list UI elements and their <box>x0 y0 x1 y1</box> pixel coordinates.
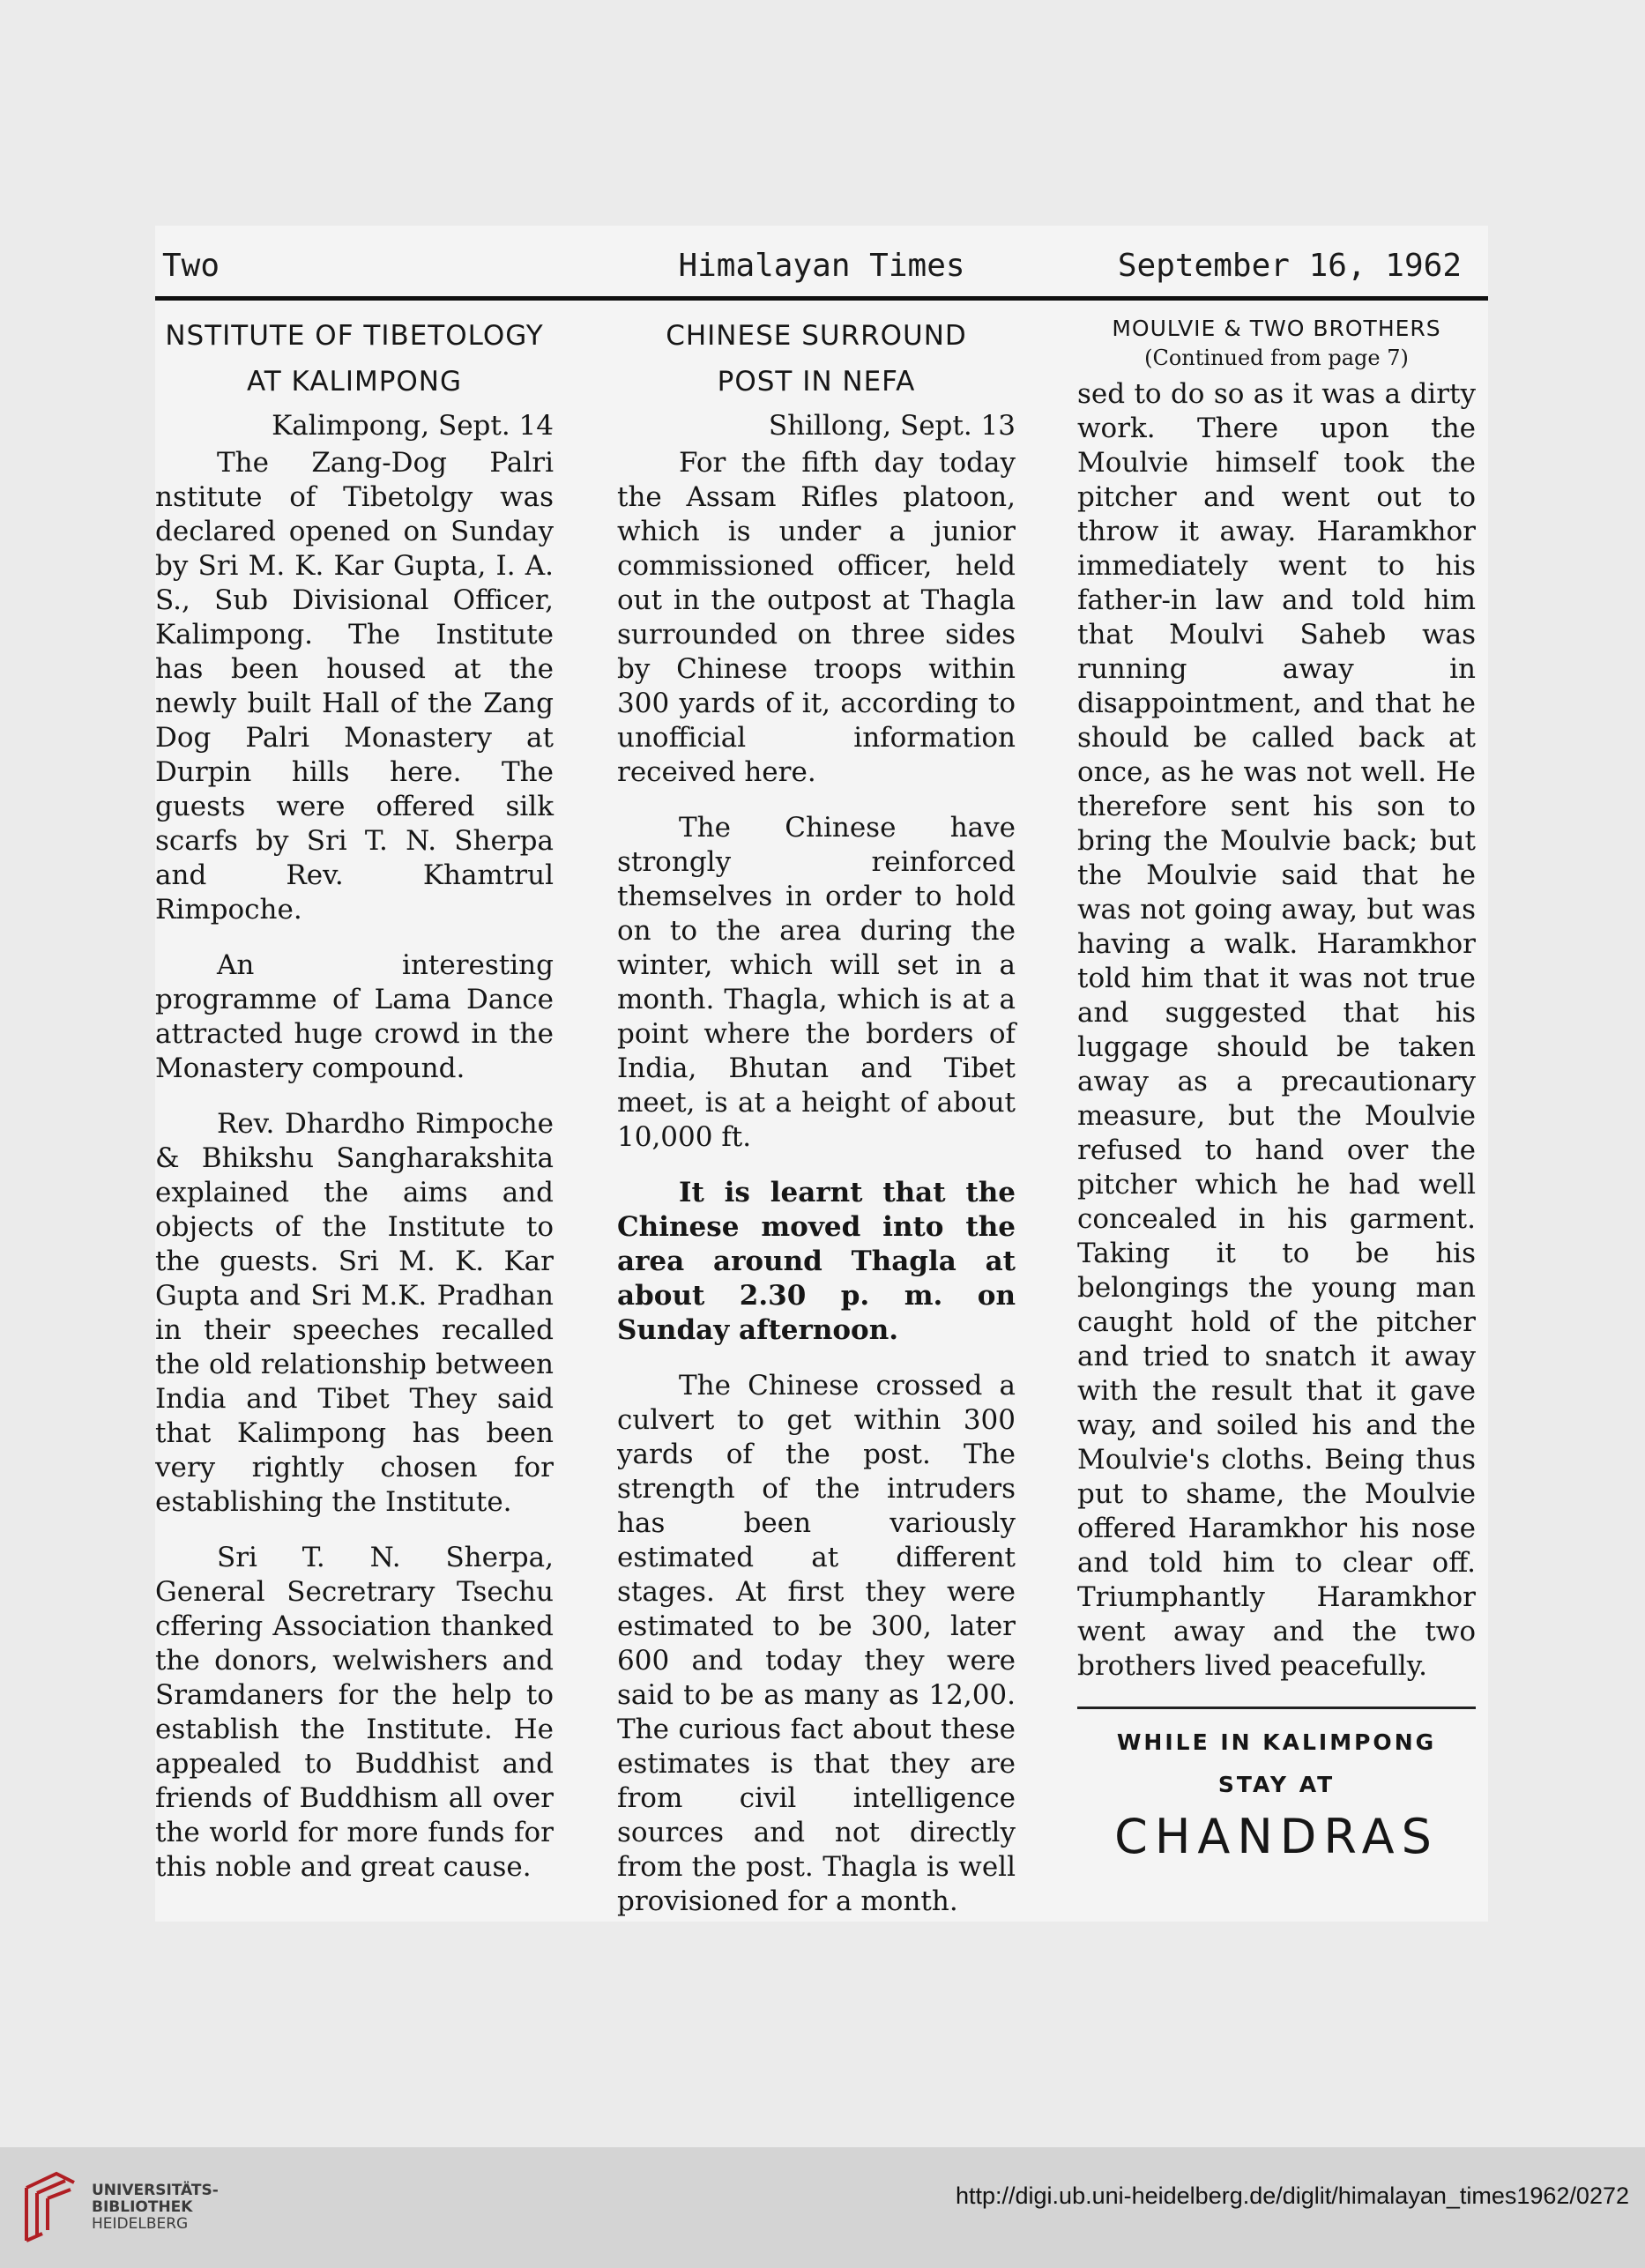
article-paragraph: For the fifth day today the Assam Rifles platoon, which is under a junior commissioned officer, held out in the outpost at Thagla surrounded on three sides by Chinese troops within 300 yards of it, according to unofficial information received here. <box>617 447 1016 788</box>
article-headline: NSTITUTE OF TIBETOLOGY <box>165 320 544 352</box>
logo-line: UNIVERSITÄTS- <box>92 2182 219 2199</box>
source-url-link[interactable]: http://digi.ub.uni-heidelberg.de/diglit/himalayan_times1962/0272 <box>955 2182 1629 2209</box>
library-logo-text <box>92 2182 268 2233</box>
continued-note: (Continued from page 7) <box>1144 346 1409 370</box>
article-dateline: Shillong, Sept. 13 <box>768 410 1016 442</box>
article-paragraph: The Zang-Dog Palri nstitute of Tibetolgy was declared opened on Sunday by Sri M. K. Kar Gupta, I. A. S., Sub Divisional Officer, Kalimpong. The Institute has been housed at the newly built Hall of the Zang Dog Palri Monastery at Durpin hills here. The guests were offered silk scarfs by Sri T. N. Sherpa and Rev. Khamtrul Rimpoche. <box>155 447 554 926</box>
article-paragraph: An interesting programme of Lama Dance attracted huge crowd in the Monastery compound. <box>155 949 554 1084</box>
logo-line: BIBLIOTHEK <box>92 2198 193 2216</box>
masthead <box>155 226 1488 307</box>
article-moulvie-two-brothers <box>1077 314 1476 1868</box>
article-paragraph: It is learnt that the Chinese moved into the area around Thagla at about 2.30 p. m. on Sunday afternoon. <box>617 1177 1016 1346</box>
issue-date: September 16, 1962 <box>1117 248 1462 284</box>
page-number: Two <box>162 248 220 284</box>
article-paragraph: Rev. Dhardho Rimpoche & Bhikshu Sangharakshita explained the aims and objects of the Institute to the guests. Sri M. K. Kar Gupta and Sri M.K. Pradhan in their speeches recalled the old relationship between India and Tibet They said that Kalimpong has been very rightly chosen for establishing the Institute. <box>155 1108 554 1518</box>
advert-rule <box>1077 1707 1476 1709</box>
article-headline: CHINESE SURROUND <box>666 320 967 352</box>
article-chinese-surround-post <box>617 314 1016 1922</box>
article-headline: MOULVIE & TWO BROTHERS <box>1112 316 1441 341</box>
advert-line: STAY AT <box>1217 1772 1336 1797</box>
newspaper-title: Himalayan Times <box>678 248 965 284</box>
article-paragraph: The Chinese crossed a culvert to get within 300 yards of the post. The strength of the intruders has been variously estimated at different stages. At first they were estimated to be 300, later 600 and today they were said to be as many as 12,00. The curious fact about these estimates is that they are from civil intelligence sources and not directly from the post. Thagla is well provisioned for a month. <box>617 1370 1016 1917</box>
advert-line: WHILE IN KALIMPONG <box>1116 1729 1437 1755</box>
newspaper-page <box>155 226 1488 1922</box>
library-footer <box>0 2147 1645 2268</box>
article-paragraph: Sri T. N. Sherpa, General Secretrary Tsechu cffering Association thanked the donors, welwishers and Sramdaners for the help to establish the Institute. He appealed to Buddhist and friends of Buddhism all over the world for more funds for this noble and great cause. <box>155 1542 554 1883</box>
article-paragraph: The Chinese have strongly reinforced themselves in order to hold on to the area during the winter, which will set in a month. Thagla, which is at a point where the borders of India, Bhutan and Tibet meet, is at a height of about 10,000 ft. <box>617 812 1016 1153</box>
logo-line: HEIDELBERG <box>92 2215 189 2233</box>
article-institute-of-tibetology <box>155 314 554 1906</box>
article-paragraph: sed to do so as it was a dirty work. There upon the Moulvie himself took the pitcher and went out to throw it away. Haramkhor immediately went to his father-in law and told him that Moulvi Saheb was running away in disappointment, and that he should be called back at once, as he was not well. He therefore sent his son to bring the Moulvie back; but the Moulvie said that he was not going away, but was having a walk. Haramkhor told him that it was not true and suggested that his luggage should be taken away as a precautionary measure, but the Moulvie refused to hand over the pitcher which he had well concealed in his garment. Taking it to be his belongings the young man caught hold of the pitcher and tried to snatch it away with the result that it gave way, and soiled his and the Moulvie's cloths. Being thus put to shame, the Moulvie offered Haramkhor his nose and told him to clear off. Triumphantly Haramkhor went away and the two brothers lived peacefully. <box>1077 378 1476 1682</box>
article-dateline: Kalimpong, Sept. 14 <box>272 410 554 442</box>
advert-hotel-name: CHANDRAS <box>1114 1809 1439 1864</box>
article-headline-line-2: AT KALIMPONG <box>246 366 463 398</box>
article-headline-line-2: POST IN NEFA <box>717 366 916 398</box>
masthead-rule <box>155 296 1488 301</box>
library-logo-icon <box>18 2170 83 2244</box>
